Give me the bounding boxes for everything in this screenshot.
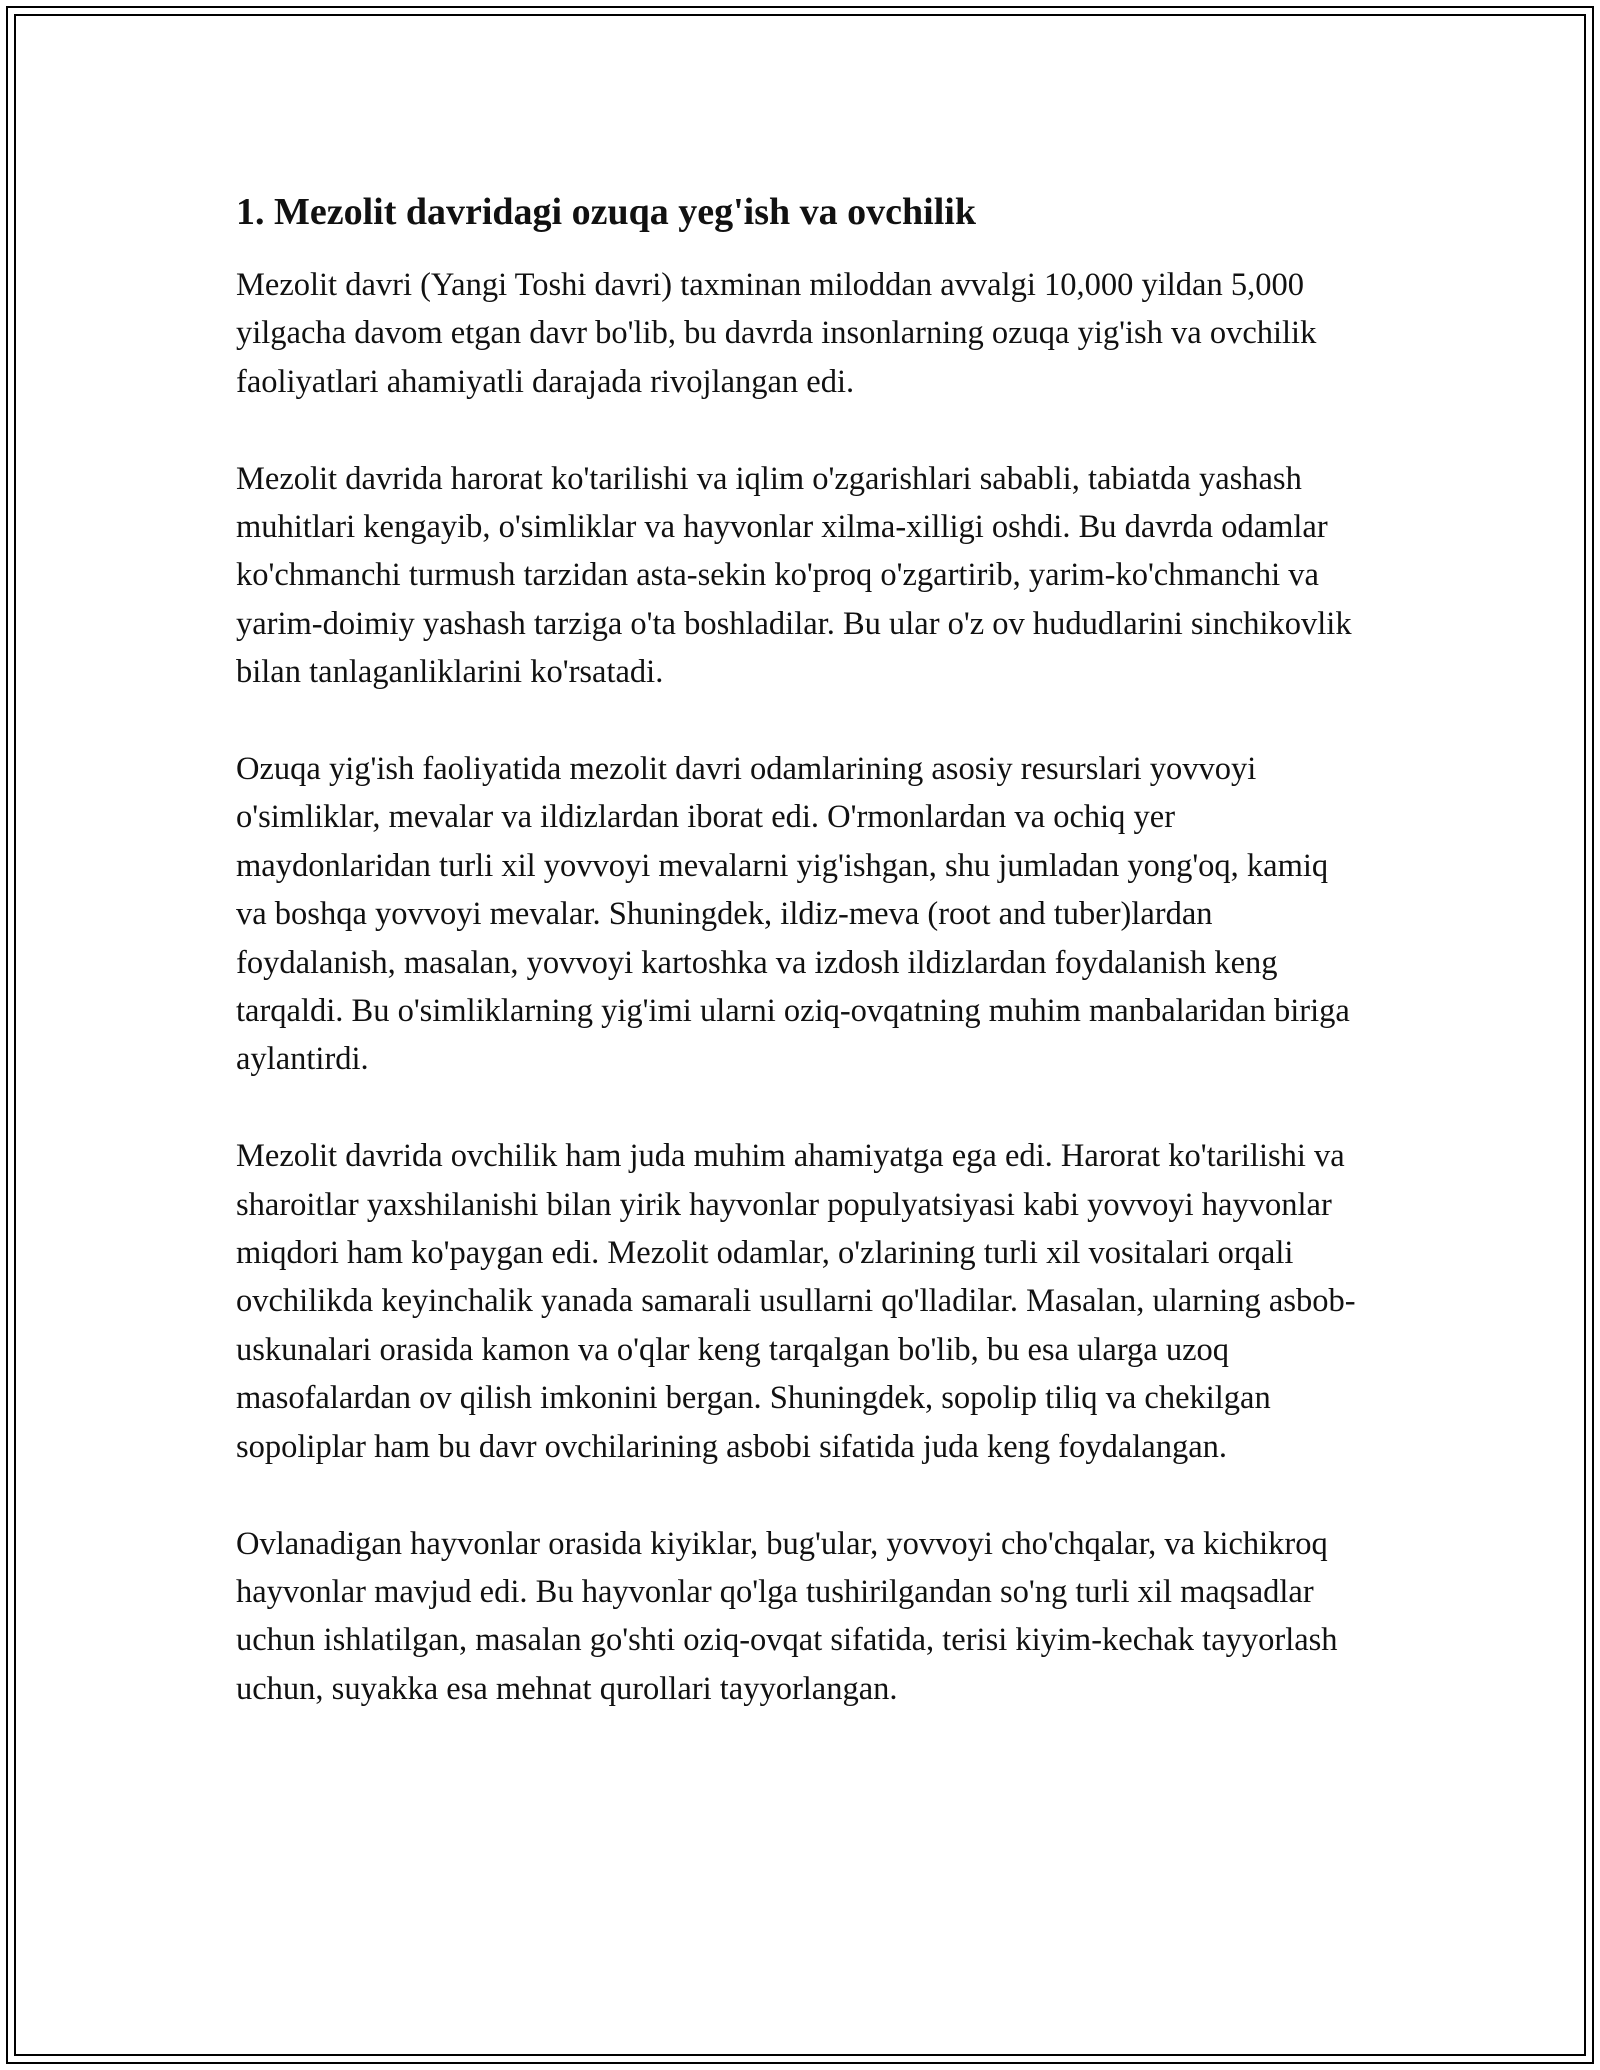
paragraph-hunting: Mezolit davrida ovchilik ham juda muhim ahamiyatga ega edi. Harorat ko'tarilishi va sharoitlar yaxshilanishi bilan yirik hayvonlar populyatsiyasi kabi yovvoyi hayvonlar miqdori ham ko'paygan edi. Mezolit odamlar, o'zlarining turli xil vositalari orqali ovchilikda keyinchalik yanada samarali usullarni qo'lladilar. Masalan, ularning asbob-uskunalari orasida kamon va o'qlar keng tarqalgan bo'lib, bu esa ularga uzoq masofalardan ov qilish imkonini bergan. Shuningdek, sopolip tiliq va chekilgan sopoliplar ham bu davr ovchilarining asbobi sifatida juda keng foydalangan.: [236, 1138, 1356, 1465]
paragraph-animals: Ovlanadigan hayvonlar orasida kiyiklar, bug'ular, yovvoyi cho'chqalar, va kichikroq hayvonlar mavjud edi. Bu hayvonlar qo'lga tushirilgandan so'ng turli xil maqsadlar uchun ishlatilgan, masalan go'shti oziq-ovqat sifatida, terisi kiyim-kechak tayyorlash uchun, suyakka esa mehnat qurollari tayyorlangan.: [236, 1525, 1338, 1707]
paragraph-climate: Mezolit davrida harorat ko'tarilishi va iqlim o'zgarishlari sababli, tabiatda yashash muhitlari kengayib, o'simliklar va hayvonlar xilma-xilligi oshdi. Bu davrda odamlar ko'chmanchi turmush tarzidan asta-sekin ko'proq o'zgartirib, yarim-ko'chmanchi va yarim-doimiy yashash tarziga o'ta boshladilar. Bu ular o'z ov hududlarini sinchikovlik bilan tanlaganliklarini ko'rsatadi.: [236, 460, 1352, 691]
paragraph-intro: Mezolit davri (Yangi Toshi davri) taxminan miloddan avvalgi 10,000 yildan 5,000 yilgacha davom etgan davr bo'lib, bu davrda insonlarning ozuqa yig'ish va ovchilik faoliyatlari ahamiyatli darajada rivojlangan edi.: [236, 267, 1317, 400]
document-body: [236, 188, 1366, 1713]
paragraph-gathering: Ozuqa yig'ish faoliyatida mezolit davri odamlarining asosiy resurslari yovvoyi o'simliklar, mevalar va ildizlardan iborat edi. O'rmonlardan va ochiq yer maydonlaridan turli xil yovvoyi mevalarni yig'ishgan, shu jumladan yong'oq, kamiq va boshqa yovvoyi mevalar. Shuningdek, ildiz-meva (root and tuber)lardan foydalanish, masalan, yovvoyi kartoshka va izdosh ildizlardan foydalanish keng tarqaldi. Bu o'simliklarning yig'imi ularni oziq-ovqatning muhim manbalaridan biriga aylantirdi.: [236, 751, 1350, 1078]
section-heading: 1. Mezolit davridagi ozuqa yeg'ish va ovchilik: [236, 191, 976, 233]
